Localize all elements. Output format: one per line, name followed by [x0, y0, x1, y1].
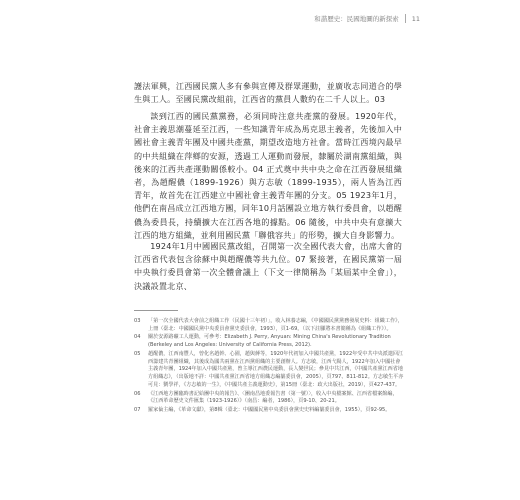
footnote-number: 05 — [134, 350, 141, 357]
paragraph-1: 護法軍興，江西國民黨人多有參與宣傳及群眾運動，並廣收志同道合的學生與工人。至國民黨改組前，江西省的黨員人數約在二千人以上。03 — [134, 81, 402, 105]
footnote-text: 《江西地方團臨時書記給團中央的報告》、〈團南昌地委報告書（第一號）〉，收入中央檔案館、江西省檔案館編，《江西革命歷史文件匯集（1923-1926）》（南昌：編者，1986），頁9-10、20-21。 — [148, 390, 398, 405]
page-number: 11 — [411, 14, 420, 23]
paragraph-3: 1924年1月中國國民黨改組，召開第一次全國代表大會，出席大會的江西省代表包含徐蘇中與趙醒儂等共九位。07 緊接著，在國民黨第一屆中央執行委員會第一次全體會議上（下文一律簡稱為「某屆某中全會」），決議設置北京、 — [134, 241, 402, 291]
running-title: 和諧歷史：民國地圖的新探索 — [314, 15, 399, 23]
footnote — [134, 351, 404, 390]
footnote — [134, 318, 404, 334]
footnote-text: 羅家倫主編，《革命文獻》，第8輯（臺北：中國國民黨中央委員會黨史史料編纂委員會，1955），頁92-95。 — [148, 406, 391, 413]
footnotes — [134, 318, 404, 416]
footnote-rule — [134, 310, 178, 311]
footnote-text: 關於安源路礦工人運動，可參考：Elizabeth J. Perry, Anyuan: Mining China's Revolutionary Tradition (Berkeley and Los Angeles: University of California Press, 2012). — [148, 334, 391, 349]
footnote-number: 03 — [134, 318, 141, 324]
paragraph-2: 談到江西的國民黨黨務，必須同時注意共產黨的發展。1920年代，社會主義思潮蔓延至江西，一些知識青年成為馬克思主義者，先後加入中國社會主義青年團及中國共產黨，期望改造地方社會。當時江西境內最早的中共組織在萍鄉的安源，透過工人運動而發展，隸屬於湖南黨組織，與後來的江西共產運動關係較小。04 正式奠中共中央之命在江西發展組織者，為趙醒儂（1899-1926）與方志敏（1899-1935），兩人皆為江西青年，故首先在江西建立中國社會主義青年團的分支。05 1923年1月，他們在南昌成立江西地方團，同年10月話團設立地方執行委員會，以趙醒儂為委員長，持續擴大在江西各地的據點。06 隨後，中共中央有意擴大江西的地方組織，並利用國民黨「聯俄容共」的形勢，擴大自身影響力。 — [134, 111, 402, 240]
footnote-text: 「第一次全國代表大會前之組織工作（民國十三年初）」，收入林養志編，《中國國民黨黨務發展史料：組織工作》，上冊（臺北：中國國民黨中央委員會黨史委員會，1993），頁1-69。（以下註腳將本書簡稱為《組織工作》）。 — [148, 318, 403, 332]
footnote — [134, 334, 404, 350]
footnote — [134, 407, 404, 415]
footnote-number: 07 — [134, 406, 141, 413]
running-header — [314, 14, 420, 23]
header-divider — [405, 14, 406, 23]
footnote-number: 04 — [134, 334, 141, 341]
footnote — [134, 391, 404, 407]
footnote-text: 趙醒儂，江西南豐人，曾化名趙幹、心園，趙與蔣等，1920年代初加入中國共產黨，1922年受中共中央派遣回江西籌建共青團組織，其後成為國共兩黨在江西黨組織的主要創辦人。方志敏，江西弋陽人，1922年加入中國社會主義青年團，1924年加入中國共產黨，曾主導江西農民運動，長人變世民；參見中共江西，《中國共產黨江西省地方組織志》，（出版地不詳：中國共產黨江西省地方組織志編纂委員會，2005），頁797、811-812。方志敏生平亦可見：劉學祥，《方志敏的一生》，《中國共產主義運動史》，第15冊（臺北：政大出版社，2019），頁427-437。 — [148, 350, 404, 388]
footnote-number: 06 — [134, 390, 141, 397]
